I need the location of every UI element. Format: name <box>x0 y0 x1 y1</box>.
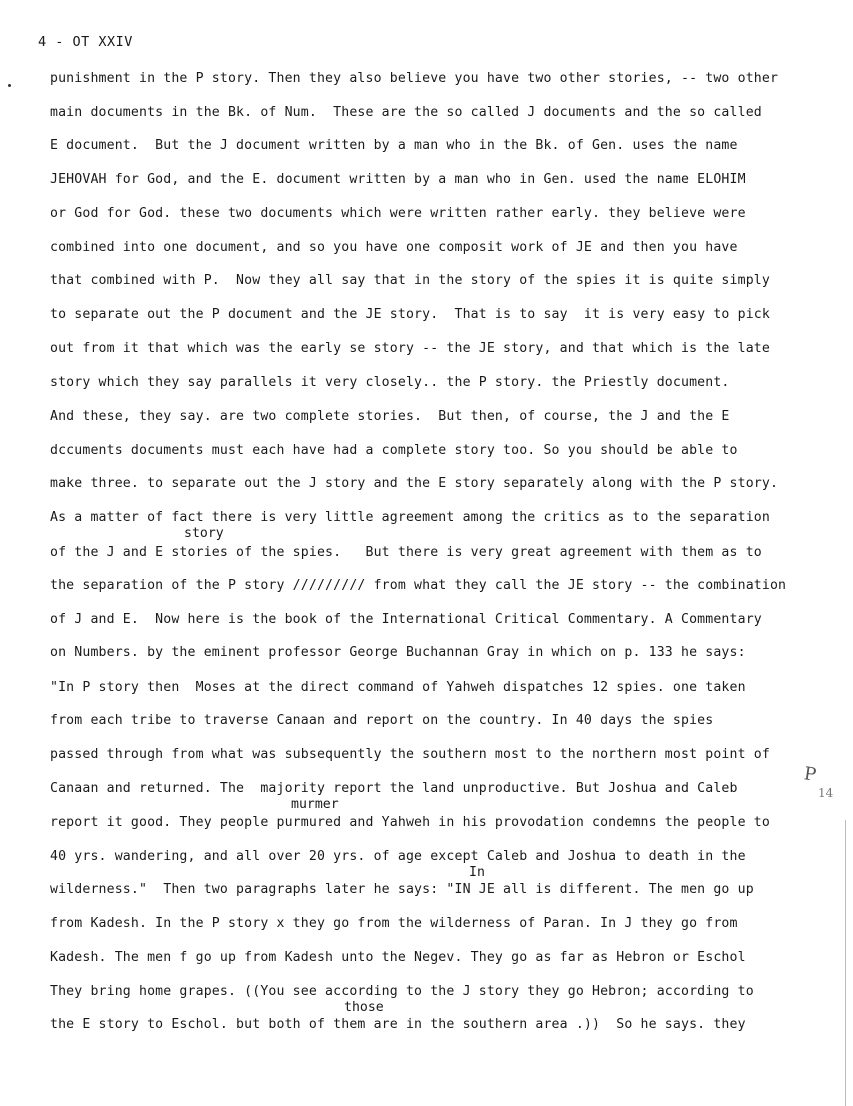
text-line: story which they say parallels it very closely.. the P story. the Priestly document. <box>50 375 730 390</box>
text-line: Canaan and returned. The majority report the land unproductive. But Joshua and Caleb <box>50 781 738 796</box>
text-line: And these, they say. are two complete stories. But then, of course, the J and the E <box>50 409 730 424</box>
text-line: "In P story then Moses at the direct command of Yahweh dispatches 12 spies. one taken <box>50 680 746 695</box>
text-line: dccuments documents must each have had a complete story too. So you should be able to <box>50 443 738 458</box>
text-line: or God for God. these two documents which were written rather early. they believe were <box>50 206 746 221</box>
text-line: that combined with P. Now they all say that in the story of the spies it is quite simply <box>50 273 770 288</box>
text-line: the E story to Eschol. but both of them are in the southern area .)) So he says. they <box>50 1017 746 1032</box>
text-line: from each tribe to traverse Canaan and report on the country. In 40 days the spies <box>50 713 714 728</box>
text-line: main documents in the Bk. of Num. These are the so called J documents and the so called <box>50 105 762 120</box>
text-line: JEHOVAH for God, and the E. document written by a man who in Gen. used the name ELOHIM <box>50 172 746 187</box>
text-line: to separate out the P document and the JE story. That is to say it is very easy to pick <box>50 307 770 322</box>
interlinear-those: those <box>344 1000 384 1015</box>
margin-handwritten-p: P <box>802 763 818 786</box>
text-line: E document. But the J document written by a man who in the Bk. of Gen. uses the name <box>50 138 738 153</box>
interlinear-story: story <box>184 526 224 541</box>
page-edge-line <box>845 820 846 1106</box>
text-line: out from it that which was the early se story -- the JE story, and that which is the late <box>50 341 770 356</box>
text-line: As a matter of fact there is very little agreement among the critics as to the separation <box>50 510 770 525</box>
text-line: passed through from what was subsequently the southern most to the northern most point of <box>50 747 770 762</box>
text-line: wilderness." Then two paragraphs later he says: "IN JE all is different. The men go up <box>50 882 754 897</box>
text-line: make three. to separate out the J story and the E story separately along with the P story. <box>50 476 779 491</box>
interlinear-murmer: murmer <box>291 797 339 812</box>
text-line: on Numbers. by the eminent professor George Buchannan Gray in which on p. 133 he says: <box>50 645 746 660</box>
text-line: They bring home grapes. ((You see according to the J story they go Hebron; according to <box>50 984 754 999</box>
margin-dot <box>8 84 11 87</box>
page-header: 4 - OT XXIV <box>38 34 133 50</box>
text-line: Kadesh. The men f go up from Kadesh unto the Negev. They go as far as Hebron or Eschol <box>50 950 746 965</box>
margin-handwritten-number: 14 <box>818 786 834 800</box>
text-line: 40 yrs. wandering, and all over 20 yrs. of age except Caleb and Joshua to death in the <box>50 849 746 864</box>
interlinear-in: In <box>469 865 485 880</box>
text-line: of J and E. Now here is the book of the International Critical Commentary. A Commentary <box>50 612 762 627</box>
text-line: of the J and E stories of the spies. But there is very great agreement with them as to <box>50 545 762 560</box>
text-line: combined into one document, and so you have one composit work of JE and then you have <box>50 240 738 255</box>
text-line: punishment in the P story. Then they also believe you have two other stories, -- two other <box>50 71 779 86</box>
text-line: from Kadesh. In the P story x they go from the wilderness of Paran. In J they go from <box>50 916 738 931</box>
text-line: the separation of the P story ///////// from what they call the JE story -- the combination <box>50 578 787 593</box>
text-line: report it good. They people purmured and Yahweh in his provodation condemns the people to <box>50 815 770 830</box>
